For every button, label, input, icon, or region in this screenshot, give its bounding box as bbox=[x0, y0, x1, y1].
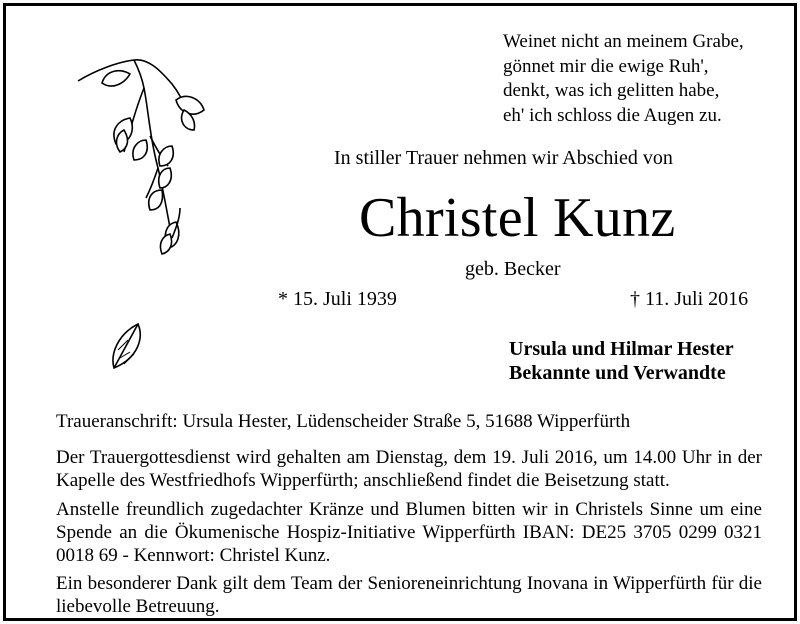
falling-leaf-icon bbox=[108, 318, 148, 373]
poem-line: denkt, was ich gelitten habe, bbox=[503, 80, 720, 101]
deceased-name: Christel Kunz bbox=[359, 187, 676, 249]
mourning-address: Traueranschrift: Ursula Hester, Lüdenscheider Straße 5, 51688 Wipperfürth bbox=[56, 411, 631, 432]
mourners-list bbox=[509, 337, 734, 385]
thanks-paragraph: Ein besonderer Dank gilt dem Team der Senioreneinrichtung Inovana in Wipperfürth für die liebevolle Betreuung. bbox=[56, 573, 762, 617]
service-paragraph: Der Trauergottesdienst wird gehalten am Dienstag, dem 19. Juli 2016, um 14.00 Uhr in der Kapelle des Westfriedhofs Wipperfürth; anschließend findet die Beisetzung statt. bbox=[56, 447, 762, 491]
donation-paragraph: Anstelle freundlich zugedachter Kränze und Blumen bitten wir in Christels Sinne um eine Spende an die Ökumenische Hospiz-Initiative Wipperfürth IBAN: DE25 3705 0299 0321 0018 69 - Kennwort: Christel Kunz. bbox=[56, 499, 762, 566]
birth-date: * 15. Juli 1939 bbox=[278, 288, 397, 310]
poem-line: Weinet nicht an meinem Grabe, bbox=[503, 31, 744, 52]
death-date: † 11. Juli 2016 bbox=[630, 288, 749, 310]
poem-line: gönnet mir die ewige Ruh', bbox=[503, 55, 709, 77]
maiden-name: geb. Becker bbox=[465, 258, 561, 280]
birch-branch-icon bbox=[76, 48, 211, 273]
mourner-line: Ursula und Hilmar Hester bbox=[509, 338, 734, 360]
mourner-line: Bekannte und Verwandte bbox=[509, 362, 726, 384]
poem-line: eh' ich schloss die Augen zu. bbox=[503, 104, 722, 126]
obituary-card bbox=[3, 3, 797, 621]
memorial-poem bbox=[503, 30, 744, 128]
intro-text: In stiller Trauer nehmen wir Abschied von bbox=[334, 147, 673, 169]
